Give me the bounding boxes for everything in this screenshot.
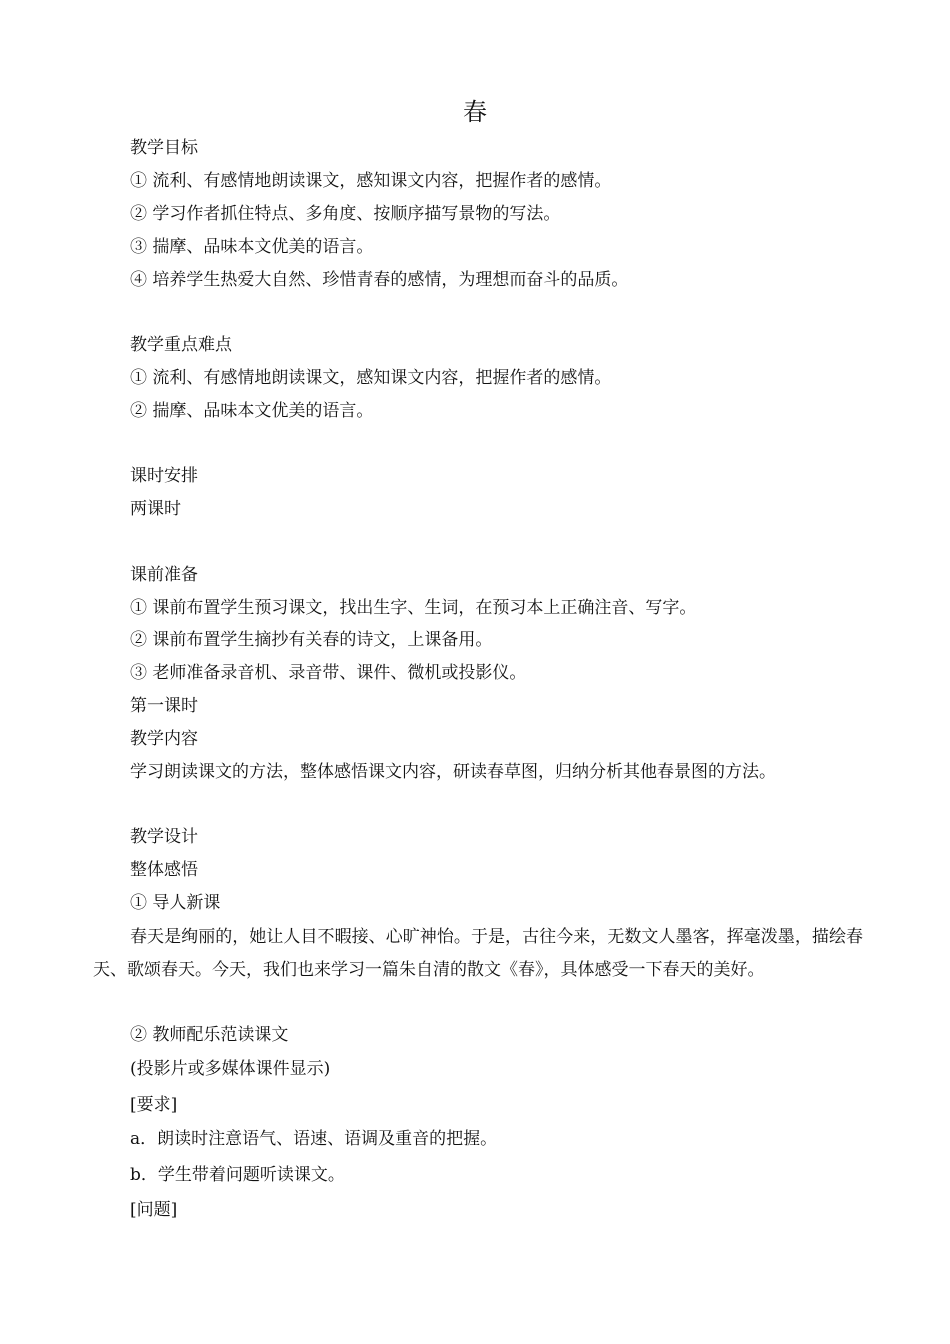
- design-step1: ① 导人新课: [130, 893, 221, 913]
- goal-item: ③ 揣摩、品味本文优美的语言。: [130, 237, 374, 257]
- key-point-item: ① 流利、有感情地朗读课文，感知课文内容，把握作者的感情。: [130, 368, 612, 388]
- lesson1-content: 学习朗读课文的方法，整体感悟课文内容，研读春草图，归纳分析其他春景图的方法。: [130, 762, 776, 782]
- intro-paragraph: 春天是绚丽的，她让人目不暇接、心旷神怡。于是，古往今来，无数文人墨客，挥毫泼墨，描绘春天、歌颂春天。今天，我们也来学习一篇朱自清的散文《春》，具体感受一下春天的美好。: [93, 927, 863, 980]
- design-step2: ② 教师配乐范读课文: [130, 1025, 289, 1045]
- schedule-value: 两课时: [130, 499, 181, 519]
- design-subheading: 整体感悟: [130, 860, 198, 880]
- lesson1-heading: 第一课时: [130, 696, 198, 716]
- goal-item: ① 流利、有感情地朗读课文，感知课文内容，把握作者的感情。: [130, 171, 612, 191]
- preparation-item: ③ 老师准备录音机、录音带、课件、微机或投影仪。: [130, 663, 527, 683]
- goals-heading: 教学目标: [130, 138, 198, 158]
- preparation-item: ① 课前布置学生预习课文，找出生字、生词，在预习本上正确注音、写字。: [130, 598, 697, 618]
- preparation-heading: 课前准备: [130, 565, 198, 585]
- schedule-heading: 课时安排: [130, 466, 198, 486]
- goal-item: ④ 培养学生热爱大自然、珍惜青春的感情，为理想而奋斗的品质。: [130, 270, 629, 290]
- lesson1-content-heading: 教学内容: [130, 729, 198, 749]
- document-title: 春: [463, 98, 487, 126]
- requirement-item: b．学生带着问题听读课文。: [130, 1165, 345, 1185]
- preparation-item: ② 课前布置学生摘抄有关春的诗文，上课备用。: [130, 630, 493, 650]
- key-points-heading: 教学重点难点: [130, 335, 232, 355]
- questions-label: [问题]: [130, 1200, 178, 1220]
- requirements-label: [要求]: [130, 1095, 178, 1115]
- requirement-item: a．朗读时注意语气、语速、语调及重音的把握。: [130, 1129, 498, 1149]
- design-note: (投影片或多媒体课件显示): [130, 1059, 331, 1079]
- key-point-item: ② 揣摩、品味本文优美的语言。: [130, 401, 374, 421]
- design-heading: 教学设计: [130, 827, 198, 847]
- goal-item: ② 学习作者抓住特点、多角度、按顺序描写景物的写法。: [130, 204, 561, 224]
